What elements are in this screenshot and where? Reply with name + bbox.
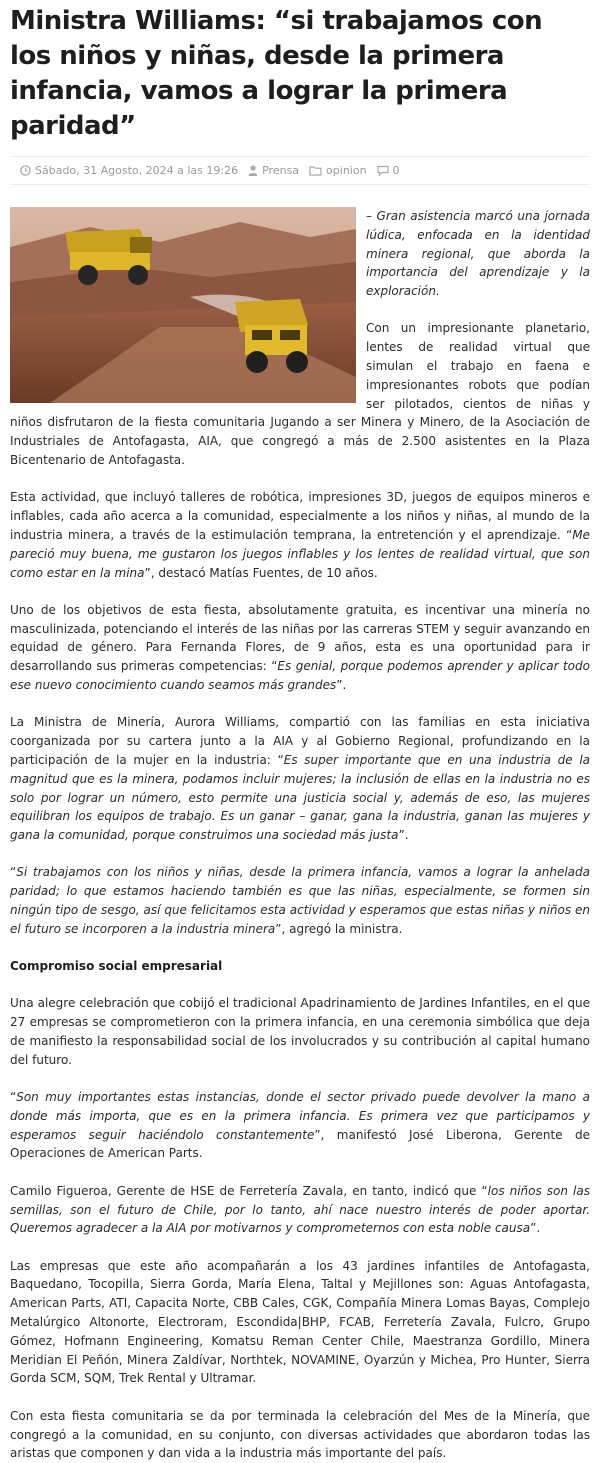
article-body (10, 207, 590, 1463)
quote: Me pareció muy buena, me gustaron los juegos inflables y los lentes de realidad virtual, que son como estar en la mina (10, 527, 590, 580)
text: Uno de los objetivos de esta fiesta, absolutamente gratuita, es incentivar una minería no masculinizada, potenciando el interés de las niñas por las carreras STEM y seguir avanzando en equidad de género. Para Fernanda Flores, de 9 años, esta es una oportunidad para ir desarrollando sus primeras competencias: “ (10, 602, 590, 674)
text: “ (10, 1090, 17, 1105)
paragraph (10, 1088, 590, 1163)
paragraph (10, 488, 590, 582)
text: Camilo Figueroa, Gerente de HSE de Ferretería Zavala, en tanto, indicó que “ (10, 1183, 488, 1198)
text: ”. (398, 828, 409, 843)
quote: Son muy importantes estas instancias, donde el sector privado puede devolver la mano a donde más importa, que es en la primera infancia. Es primera vez que participamos y esperamos seguir haciéndolo constantemente (10, 1090, 590, 1142)
text: ”. (530, 1221, 541, 1236)
text: Esta actividad, que incluyó talleres de robótica, impresiones 3D, juegos de equipos mineros e inflables, cada año acerca a la comunidad, especialmente a los niños y niñas, al mundo de la industria minera, a través de la estimulación temprana, la entretención y el aprendizaje. “ (10, 490, 590, 542)
text: ”, destacó Matías Fuentes, de 10 años. (144, 565, 378, 580)
paragraph (10, 713, 590, 845)
clock-icon (20, 165, 31, 176)
text: “ (10, 865, 17, 880)
page-title: Ministra Williams: “si trabajamos con los niños y niñas, desde la primera infancia, vamos a lograr la primera paridad” (10, 6, 543, 141)
text: ”, manifestó José Liberona, Gerente de Operaciones de American Parts. (10, 1127, 590, 1161)
post-comments[interactable] (377, 164, 400, 177)
comment-icon (377, 165, 389, 176)
post-category-link[interactable]: opinion (326, 164, 367, 177)
post-comments-count[interactable]: 0 (392, 164, 400, 177)
article (0, 4, 600, 1463)
text: ”. (336, 678, 347, 693)
mining-trucks-photo (10, 207, 356, 403)
paragraph: Con esta fiesta comunitaria se da por terminada la celebración del Mes de la Minería, que congregó a la comunidad, en su conjunto, con diversas actividades que abordaron todas las aristas que componen y dan vida a la industria más importante del país. (10, 1408, 590, 1461)
folder-icon (309, 165, 322, 176)
post-category[interactable] (309, 164, 367, 177)
quote: Si trabajamos con los niños y niñas, desde la primera infancia, vamos a lograr la anhelada paridad; lo que estamos haciendo también es que las niñas, especialmente, se formen sin ningún tipo de sesgo, así que felicitamos esta actividad y esperamos que estas niñas y niños en el futuro se incorporen a la industria minera (10, 865, 590, 936)
post-date-text: Sábado, 31 Agosto, 2024 a las 19:26 (35, 164, 239, 177)
section-subheading: Compromiso social empresarial (10, 959, 223, 974)
quote: Es super importante que en una industria de la magnitud que es la minera, podamos incluir mujeres; la inclusión de ellas en la industria no es solo por lograr un número, esto permite una justicia social y, además de eso, las mujeres equilibran los equipos de trabajo. Es un ganar – ganar, gana la industria, ganan las mujeres y gana la comunidad, porque construimos una sociedad más justa (10, 752, 591, 843)
paragraph (10, 863, 590, 938)
post-author-link[interactable]: Prensa (262, 164, 300, 177)
paragraph (10, 601, 590, 695)
paragraph: Las empresas que este año acompañarán a los 43 jardines infantiles de Antofagasta, Baquedano, Tocopilla, Sierra Gorda, María Elena, Taltal y Mejillones son: Aguas Antofagasta, American Parts, ATI, Capacita Norte, CBB Cales, CGK, Compañía Minera Lomas Bayas, Complejo Metalúrgico Altonorte, Electroram, Escondida|BHP, FCAB, Ferretería Zavala, Fulcro, Grupo Gómez, Hofmann Engineering, Komatsu Reman Center Chile, Maestranza Gordillo, Minera Meridian El Peñón, Minera Zaldívar, Northtek, NOVAMINE, Oyarzún y Michea, Pro Hunter, Sierra Gorda SCM, SQM, Trek Rental y Ultramar. (10, 1258, 590, 1386)
lead-text: – Gran asistencia marcó una jornada lúdica, enfocada en la identidad minera regional, que aborda la importancia del aprendizaje y la exploración. (366, 209, 590, 299)
post-date (20, 164, 238, 177)
paragraph: Con un impresionante planetario, lentes de realidad virtual que simulan el trabajo en faena e impresionantes robots que podían ser pilotados, cientos de niñas y niños disfrutaron de la fiesta comunitaria Jugando a ser Minera y Minero, de la Asociación de Industriales de Antofagasta, AIA, que congregó a más de 2.500 asistentes en la Plaza Bicentenario de Antofagasta. (10, 321, 590, 468)
quote: Es genial, porque podemos aprender y aplicar todo ese nuevo conocimiento cuando seamos más grandes (10, 659, 590, 693)
paragraph: Una alegre celebración que cobijó el tradicional Apadrinamiento de Jardines Infantiles, en el que 27 empresas se comprometieron con la primera infancia, en una ceremonia simbólica que deja de manifiesto la responsabilidad social de los involucrados y su contribución al capital humano del futuro. (10, 996, 590, 1067)
post-author[interactable] (248, 164, 299, 177)
quote: los niños son las semillas, son el futuro de Chile, por lo tanto, ahí nace nuestro interés de poder aportar. Queremos agradecer a la AIA por motivarnos y comprometernos con esta noble causa (10, 1183, 590, 1236)
user-icon (248, 165, 258, 176)
post-meta (10, 156, 590, 185)
text: La Ministra de Minería, Aurora Williams, compartió con las familias en esta iniciativa coorganizada por su cartera junto a la AIA y al Gobierno Regional, profundizando en la participación de la mujer en la industria: “ (10, 715, 590, 767)
text: ”, agregó la ministra. (275, 921, 403, 936)
paragraph (10, 1182, 590, 1238)
